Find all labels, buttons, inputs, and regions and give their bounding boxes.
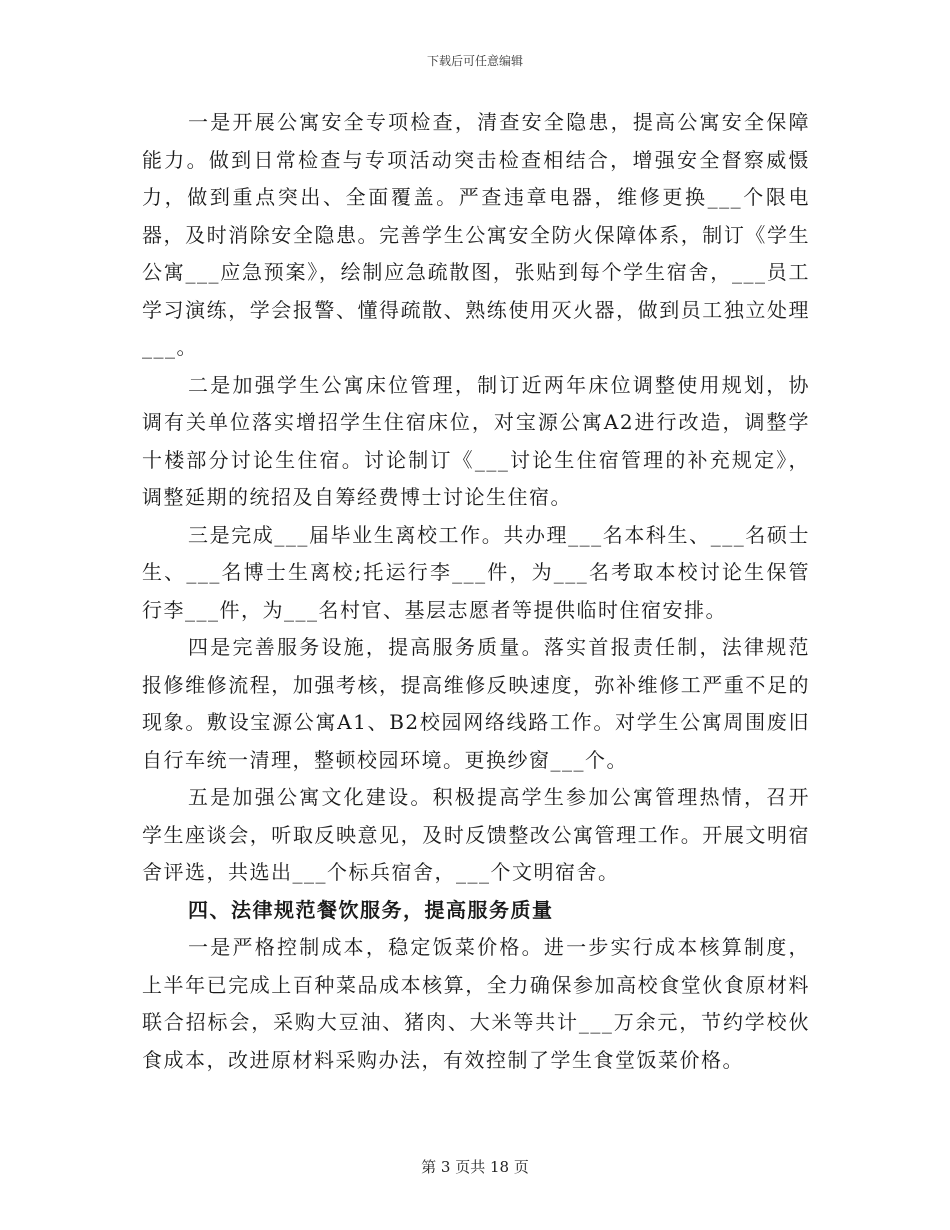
page-number: 第 3 页共 18 页 (421, 1158, 529, 1176)
page-header-note: 下载后可任意编辑 (426, 54, 523, 68)
paragraph-dorm-safety: 一是开展公寓安全专项检查，清查安全隐患，提高公寓安全保障能力。做到日常检查与专项活动突击检查相结合，增强安全督察威慑力，做到重点突出、全面覆盖。严查违章电器，维修更换___个限电器，及时消除安全隐患。完善学生公寓安全防火保障体系，制订《学生公寓___应急预案》，绘制应急疏散图，张贴到每个学生宿舍，___员工学习演练，学会报警、懂得疏散、熟练使用灭火器，做到员工独立处理___。 (142, 110, 810, 359)
paragraph-graduate-departure: 三是完成___届毕业生离校工作。共办理___名本科生、___名硕士生、___名博士生离校;托运行李___件，为___名考取本校讨论生保管行李___件，为___名村官、基层志愿者等提供临时住宿安排。 (142, 522, 810, 622)
paragraph-cost-control: 一是严格控制成本，稳定饭菜价格。进一步实行成本核算制度，上半年已完成上百种菜品成本核算，全力确保参加高校食堂伙食原材料联合招标会，采购大豆油、猪肉、大米等共计___万余元，节约学校伙食成本，改进原材料采购办法，有效控制了学生食堂饭菜价格。 (142, 935, 810, 1072)
paragraph-service-facilities: 四是完善服务设施，提高服务质量。落实首报责任制，法律规范报修维修流程，加强考核，提高维修反映速度，弥补维修工严重不足的现象。敷设宝源公寓A1、B2校园网络线路工作。对学生公寓周围废旧自行车统一清理，整顿校园环境。更换纱窗___个。 (142, 635, 810, 772)
paragraph-dorm-culture: 五是加强公寓文化建设。积极提高学生参加公寓管理热情，召开学生座谈会，听取反映意见，及时反馈整改公寓管理工作。开展文明宿舍评选，共选出___个标兵宿舍，___个文明宿舍。 (142, 785, 810, 884)
document-body (142, 104, 810, 1079)
section-heading-catering: 四、法律规范餐饮服务，提高服务质量 (188, 897, 554, 922)
paragraph-bed-management: 二是加强学生公寓床位管理，制订近两年床位调整使用规划，协调有关单位落实增招学生住宿床位，对宝源公寓A2进行改造，调整学十楼部分讨论生住宿。讨论制订《___讨论生住宿管理的补充规定》，调整延期的统招及自筹经费博士讨论生住宿。 (142, 372, 810, 509)
